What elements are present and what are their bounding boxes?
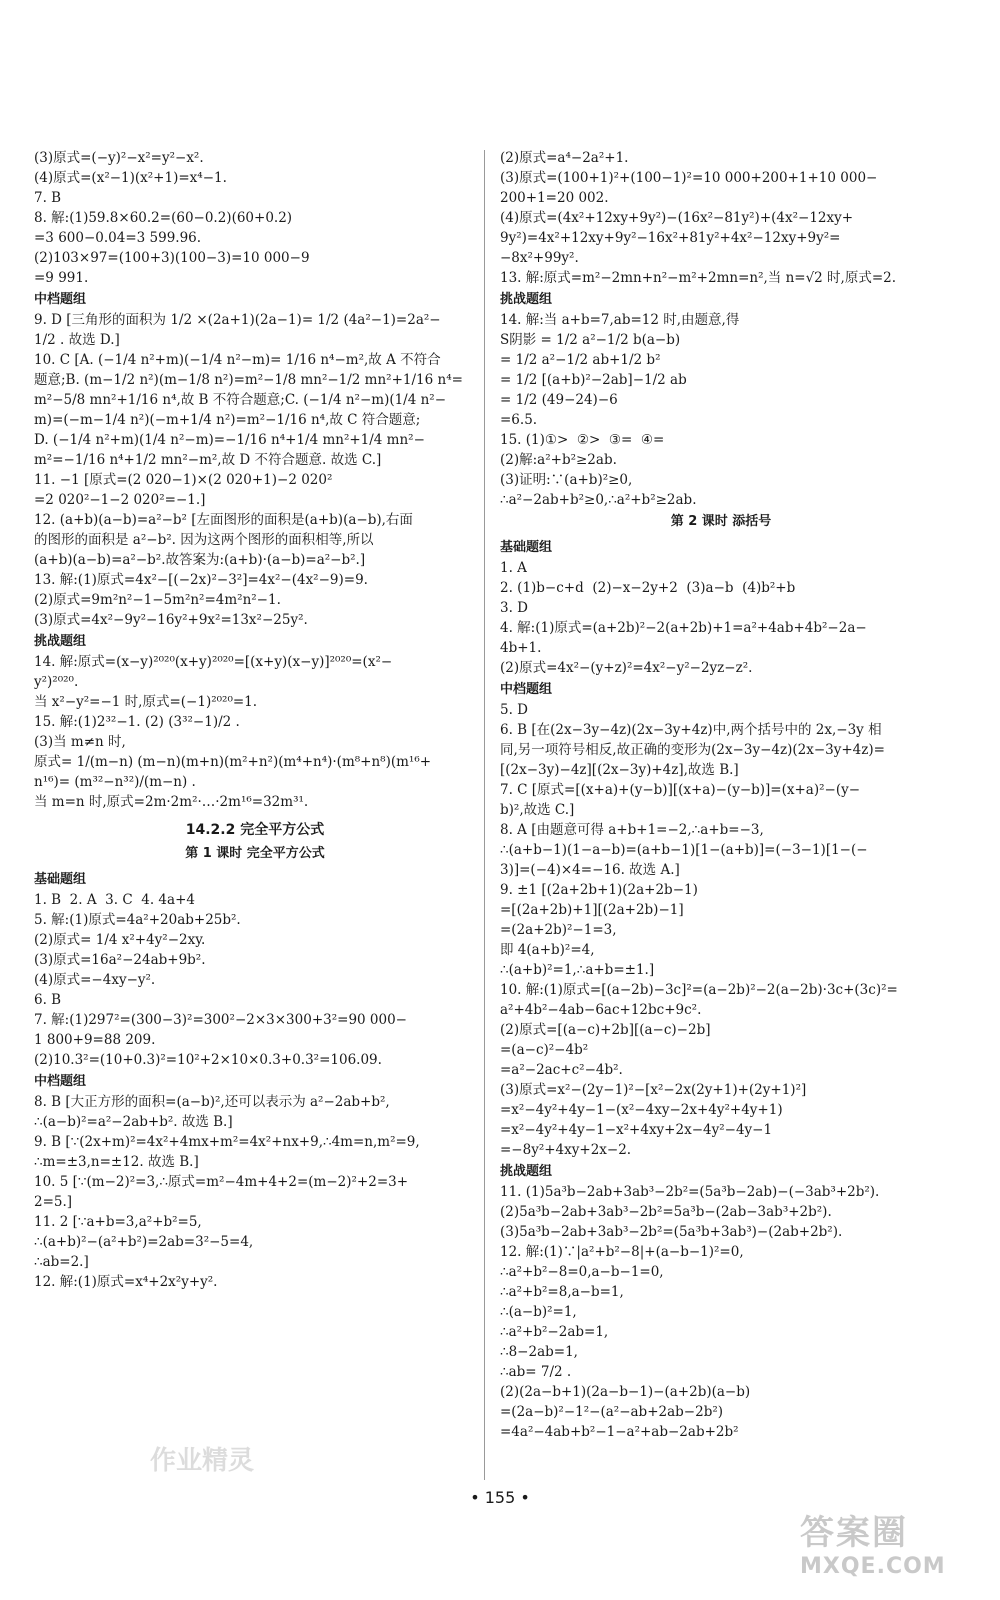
right-column xyxy=(500,148,942,1442)
answer-line: 12. (a+b)(a−b)=a²−b² [左面图形的面积是(a+b)(a−b),右面 xyxy=(34,512,413,528)
page-number: • 155 • xyxy=(470,1488,530,1507)
answer-line: ∴a²−2ab+b²≥0,∴a²+b²≥2ab. xyxy=(500,492,697,508)
answer-line: =(2a−b)²−1²−(a²−ab+2ab−2b²) xyxy=(500,1404,724,1420)
answer-line: (a+b)(a−b)=a²−b².故答案为:(a+b)·(a−b)=a²−b².] xyxy=(34,552,366,568)
answer-line: 12. 解:(1)原式=x⁴+2x²y+y². xyxy=(34,1274,218,1290)
section-label: 基础题组 xyxy=(500,540,553,555)
section-label: 挑战题组 xyxy=(500,1164,553,1179)
answer-line: =2 020²−1−2 020²=−1.] xyxy=(34,492,206,508)
answer-line: (3)原式=4x²−9y²−16y²+9x²=13x²−25y². xyxy=(34,612,308,628)
answer-line: (4)原式=−4xy−y². xyxy=(34,972,156,988)
column-divider xyxy=(484,150,485,1480)
answer-line: 2. (1)b−c+d (2)−x−2y+2 (3)a−b (4)b²+b xyxy=(500,580,796,596)
answer-line: (2)原式=[(a−c)+2b][(a−c)−2b] xyxy=(500,1022,711,1038)
answer-line: (4)原式=(x²−1)(x²+1)=x⁴−1. xyxy=(34,170,227,186)
answer-line: (3)原式=(−y)²−x²=y²−x². xyxy=(34,150,204,166)
answer-line: = 1/2 a²−1/2 ab+1/2 b² xyxy=(500,352,661,368)
answer-line: 9. ±1 [(2a+2b+1)(2a+2b−1) xyxy=(500,882,698,898)
section-label: 中档题组 xyxy=(34,1074,87,1089)
answer-line: −8x²+99y². xyxy=(500,250,579,266)
answer-line: (2)原式=9m²n²−1−5m²n²=4m²n²−1. xyxy=(34,592,281,608)
answer-line: ∴a²+b²−2ab=1, xyxy=(500,1324,609,1340)
answer-line: 200+1=20 002. xyxy=(500,190,609,206)
answer-line: (2)10.3²=(10+0.3)²=10²+2×10×0.3+0.3²=106.09. xyxy=(34,1052,382,1068)
answer-line: (3)原式=(100+1)²+(100−1)²=10 000+200+1+10 000− xyxy=(500,170,878,186)
stamp-logo: 作业精灵 xyxy=(150,1446,255,1476)
answer-line: 同,另一项符号相反,故正确的变形为(2x−3y−4z)(2x−3y+4z)= xyxy=(500,742,885,758)
answer-line: (2)原式=4x²−(y+z)²=4x²−y²−2yz−z². xyxy=(500,660,753,676)
section-label: 中档题组 xyxy=(500,682,553,697)
answer-line: ∴(a+b)²−(a²+b²)=2ab=3²−5=4, xyxy=(34,1234,254,1250)
answer-line: 6. B xyxy=(34,992,62,1008)
answer-line: 即 4(a+b)²=4, xyxy=(500,942,595,958)
answer-line: =x²−4y²+4y−1−x²+4xy+2x−4y²−4y−1 xyxy=(500,1122,773,1138)
answer-line: 4. 解:(1)原式=(a+2b)²−2(a+2b)+1=a²+4ab+4b²−2a− xyxy=(500,620,867,636)
answer-line: = 1/2 [(a+b)²−2ab]−1/2 ab xyxy=(500,372,687,388)
answer-line: (3)5a³b−2ab+3ab³−2b²=(5a³b+3ab³)−(2ab+2b²). xyxy=(500,1224,843,1240)
answer-line: =4a²−4ab+b²−1−a²+ab−2ab+2b² xyxy=(500,1424,739,1440)
answer-line: (2)原式= 1/4 x²+4y²−2xy. xyxy=(34,932,206,948)
answer-line: m)=(−m−1/4 n²)(−m+1/4 n²)=m²−1/16 n⁴,故 C 符合题意; xyxy=(34,412,421,428)
section-label: 中档题组 xyxy=(34,292,87,307)
answer-line: =x²−4y²+4y−1−(x²−4xy−2x+4y²+4y+1) xyxy=(500,1102,783,1118)
answer-line: ∴(a+b−1)(1−a−b)=(a+b−1)[1−(a+b)]=(−3−1)[1−(− xyxy=(500,842,868,858)
answer-line: (4)原式=(4x²+12xy+9y²)−(16x²−81y²)+(4x²−12xy+ xyxy=(500,210,854,226)
answer-line: n¹⁶)= (m³²−n³²)/(m−n) . xyxy=(34,774,196,790)
answer-line: 10. 5 [∵(m−2)²=3,∴原式=m²−4m+4+2=(m−2)²+2=3+ xyxy=(34,1174,409,1190)
answer-line: 的图形的面积是 a²−b². 因为这两个图形的面积相等,所以 xyxy=(34,532,374,548)
answer-line: ∴a²+b²−8=0,a−b−1=0, xyxy=(500,1264,664,1280)
answer-line: ∴(a−b)²=1, xyxy=(500,1304,577,1320)
answer-line: 11. (1)5a³b−2ab+3ab³−2b²=(5a³b−2ab)−(−3ab³+2b²). xyxy=(500,1184,880,1200)
answer-line: 4b+1. xyxy=(500,640,542,656)
answer-line: (3)原式=x²−(2y−1)²−[x²−2x(2y+1)+(2y+1)²] xyxy=(500,1082,807,1098)
answer-line: 12. 解:(1)∵|a²+b²−8|+(a−b−1)²=0, xyxy=(500,1244,744,1260)
answer-line: S阴影 = 1/2 a²−1/2 b(a−b) xyxy=(500,332,681,348)
answer-line: 5. D xyxy=(500,702,528,718)
section-label: 挑战题组 xyxy=(34,634,87,649)
answer-line: 题意;B. (m−1/2 n²)(m−1/8 n²)=m²−1/8 mn²−1/2 mn²+1/16 n⁴= xyxy=(34,372,463,388)
answer-line: 5. 解:(1)原式=4a²+20ab+25b². xyxy=(34,912,241,928)
answer-line: =[(2a+2b)+1][(2a+2b)−1] xyxy=(500,902,684,918)
answer-line: 9y²)=4x²+12xy+9y²−16x²+81y²+4x²−12xy+9y²= xyxy=(500,230,841,246)
watermark-line1: 答案圈 xyxy=(800,1513,908,1553)
answer-line: =−8y²+4xy+2x−2. xyxy=(500,1142,632,1158)
answer-line: (2)5a³b−2ab+3ab³−2b²=5a³b−(2ab−3ab³+2b²). xyxy=(500,1204,832,1220)
answer-line: (3)原式=16a²−24ab+9b². xyxy=(34,952,206,968)
left-column xyxy=(34,148,476,1292)
answer-line: 当 x²−y²=−1 时,原式=(−1)²⁰²⁰=1. xyxy=(34,694,258,710)
answer-line: 9. D [三角形的面积为 1/2 ×(2a+1)(2a−1)= 1/2 (4a²−1)=2a²− xyxy=(34,312,441,328)
answer-line: ∴(a−b)²=a²−2ab+b². 故选 B.] xyxy=(34,1114,233,1130)
answer-line: 13. 解:原式=m²−2mn+n²−m²+2mn=n²,当 n=√2 时,原式=2. xyxy=(500,270,897,286)
answer-line: m²=−1/16 n⁴+1/2 mn²−m²,故 D 不符合题意. 故选 C.] xyxy=(34,452,382,468)
answer-line: ∴ab= 7/2 . xyxy=(500,1364,572,1380)
answer-line: =6.5. xyxy=(500,412,538,428)
answer-line: (2)(2a−b+1)(2a−b−1)−(a+2b)(a−b) xyxy=(500,1384,751,1400)
answer-line: 当 m=n 时,原式=2m·2m²·…·2m¹⁶=32m³¹. xyxy=(34,794,309,810)
answer-line: =9 991. xyxy=(34,270,89,286)
answer-line: 8. B [大正方形的面积=(a−b)²,还可以表示为 a²−2ab+b², xyxy=(34,1094,390,1110)
answer-line: ∴8−2ab=1, xyxy=(500,1344,578,1360)
answer-line: 15. 解:(1)2³²−1. (2) (3³²−1)/2 . xyxy=(34,714,240,730)
answer-line: 10. 解:(1)原式=[(a−2b)−3c]²=(a−2b)²−2(a−2b)·3c+(3c)²= xyxy=(500,982,898,998)
answer-line: 8. A [由题意可得 a+b+1=−2,∴a+b=−3, xyxy=(500,822,764,838)
answer-line: 11. −1 [原式=(2 020−1)×(2 020+1)−2 020² xyxy=(34,472,333,488)
answer-line: 7. B xyxy=(34,190,62,206)
answer-line: =a²−2ac+c²−4b². xyxy=(500,1062,623,1078)
section-label: 基础题组 xyxy=(34,872,87,887)
answer-line: (2)原式=a⁴−2a²+1. xyxy=(500,150,629,166)
answer-line: = 1/2 (49−24)−6 xyxy=(500,392,618,408)
section-label: 挑战题组 xyxy=(500,292,553,307)
answer-line: (2)解:a²+b²≥2ab. xyxy=(500,452,617,468)
answer-line: 6. B [在(2x−3y−4z)(2x−3y+4z)中,两个括号中的 2x,−3y 相 xyxy=(500,722,882,738)
answer-line: ∴(a+b)²=1,∴a+b=±1.] xyxy=(500,962,655,978)
answer-line: y²)²⁰²⁰. xyxy=(34,674,79,690)
answer-line: 3. D xyxy=(500,600,528,616)
lesson-heading: 第 2 课时 添括号 xyxy=(670,514,772,529)
answer-line: =(a−c)²−4b² xyxy=(500,1042,589,1058)
answer-line: ∴m=±3,n=±12. 故选 B.] xyxy=(34,1154,199,1170)
answer-line: 14. 解:原式=(x−y)²⁰²⁰(x+y)²⁰²⁰=[(x+y)(x−y)]²⁰²⁰=(x²− xyxy=(34,654,393,670)
answer-line: 15. (1)①> ②> ③= ④= xyxy=(500,432,665,448)
answer-line: ∴a²+b²=8,a−b=1, xyxy=(500,1284,624,1300)
answer-line: m²−5/8 mn²+1/16 n⁴,故 B 不符合题意;C. (−1/4 n²−m)(1/4 n²− xyxy=(34,392,447,408)
answer-line: 11. 2 [∵a+b=3,a²+b²=5, xyxy=(34,1214,202,1230)
answer-line: 1. B 2. A 3. C 4. 4a+4 xyxy=(34,892,195,908)
answer-line: (2)103×97=(100+3)(100−3)=10 000−9 xyxy=(34,250,310,266)
answer-line: ∴ab=2.] xyxy=(34,1254,89,1270)
answer-line: 14. 解:当 a+b=7,ab=12 时,由题意,得 xyxy=(500,312,740,328)
answer-line: 7. C [原式=[(x+a)+(y−b)][(x+a)−(y−b)]=(x+a)²−(y− xyxy=(500,782,861,798)
answer-line: 9. B [∵(2x+m)²=4x²+4mx+m²=4x²+nx+9,∴4m=n,m²=9, xyxy=(34,1134,420,1150)
answer-line: (3)当 m≠n 时, xyxy=(34,734,126,750)
answer-line: 1/2 . 故选 D.] xyxy=(34,332,120,348)
lesson-heading: 第 1 课时 完全平方公式 xyxy=(185,846,325,861)
answer-line: 原式= 1/(m−n) (m−n)(m+n)(m²+n²)(m⁴+n⁴)·(m⁸+n⁸)(m¹⁶+ xyxy=(34,754,432,770)
answer-line: =3 600−0.04=3 599.96. xyxy=(34,230,202,246)
answer-line: 10. C [A. (−1/4 n²+m)(−1/4 n²−m)= 1/16 n⁴−m²,故 A 不符合 xyxy=(34,352,441,368)
answer-line: 1. A xyxy=(500,560,527,576)
answer-line: b)²,故选 C.] xyxy=(500,802,575,818)
answer-line: a²+4b²−4ab−6ac+12bc+9c². xyxy=(500,1002,702,1018)
answer-line: (3)证明:∵(a+b)²≥0, xyxy=(500,472,633,488)
answer-line: 13. 解:(1)原式=4x²−[(−2x)²−3²]=4x²−(4x²−9)=9. xyxy=(34,572,368,588)
answer-line: 7. 解:(1)297²=(300−3)²=300²−2×3×300+3²=90 000− xyxy=(34,1012,407,1028)
answer-line: 8. 解:(1)59.8×60.2=(60−0.2)(60+0.2) xyxy=(34,210,293,226)
answer-line: D. (−1/4 n²+m)(1/4 n²−m)=−1/16 n⁴+1/4 mn²+1/4 mn²− xyxy=(34,432,425,448)
section-heading: 14.2.2 完全平方公式 xyxy=(185,822,325,838)
answer-line: =(2a+2b)²−1=3, xyxy=(500,922,617,938)
watermark-logo xyxy=(800,1505,990,1595)
answer-line: 1 800+9=88 209. xyxy=(34,1032,156,1048)
watermark-line2: MXQE.COM xyxy=(800,1554,946,1579)
answer-line: 2=5.] xyxy=(34,1194,73,1210)
answer-line: 3)]=(−4)×4=−16. 故选 A.] xyxy=(500,862,680,878)
answer-line: [(2x−3y)−4z][(2x−3y)+4z],故选 B.] xyxy=(500,762,739,778)
